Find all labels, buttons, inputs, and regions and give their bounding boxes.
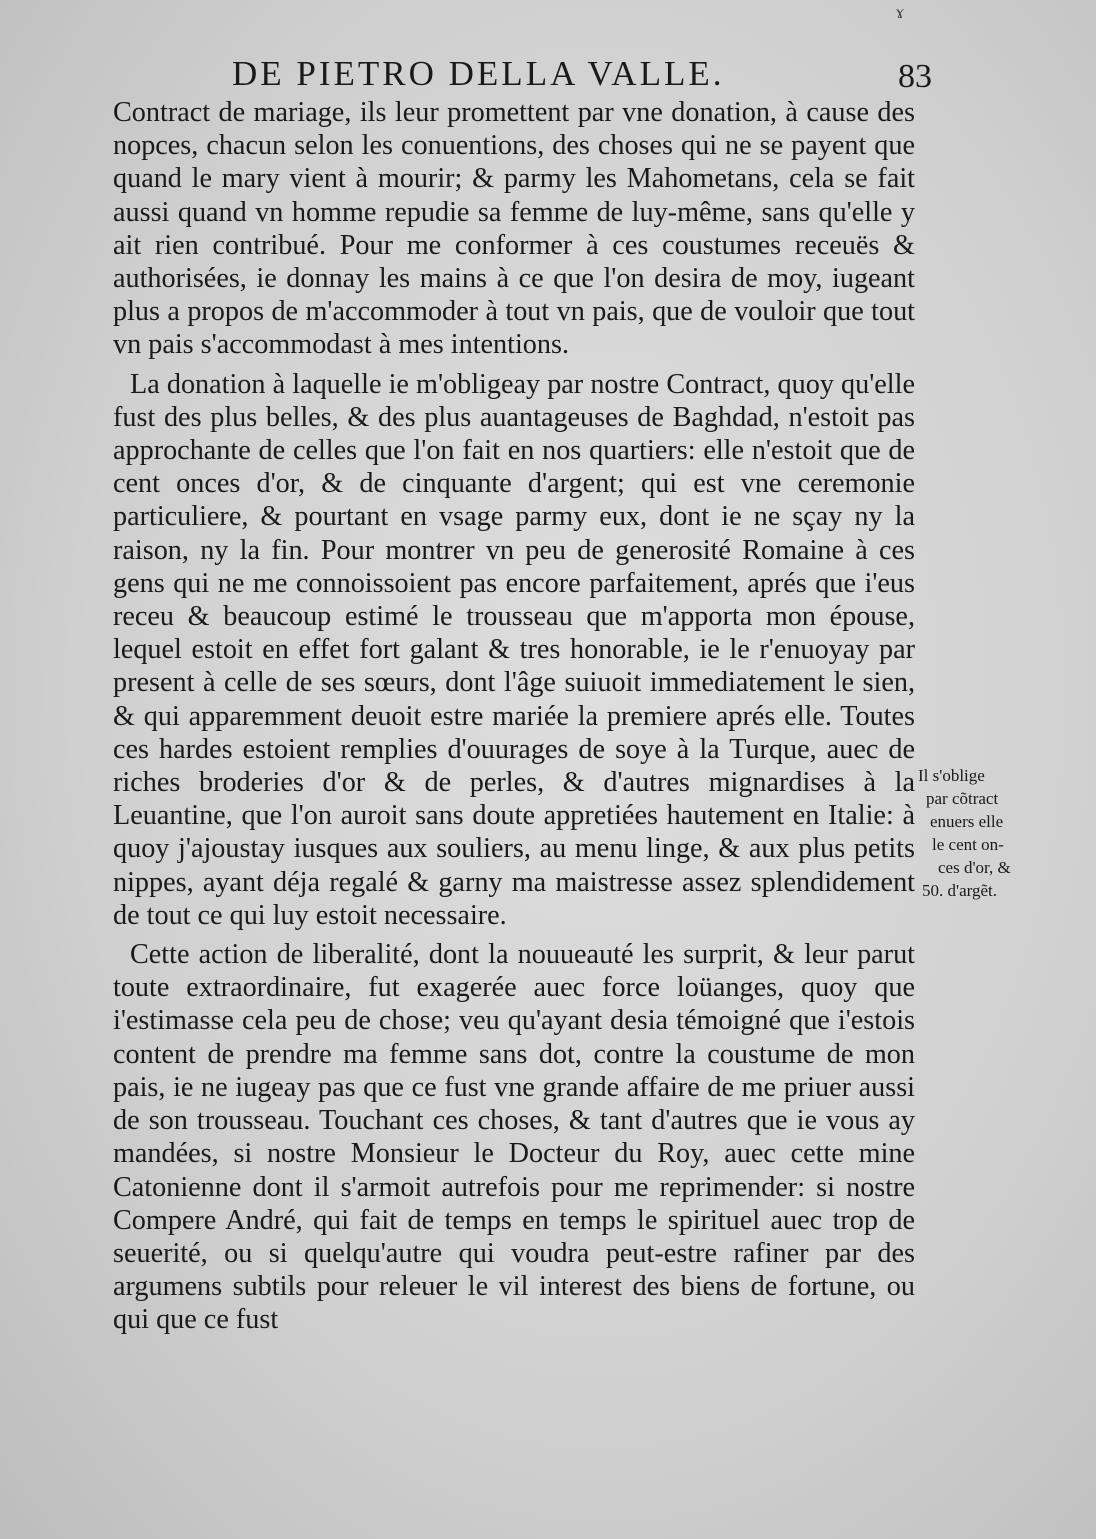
marginal-note <box>918 764 1048 902</box>
paragraph-2: La donation à laquelle ie m'obligeay par nostre Contract, quoy qu'elle fust des plus belles, & des plus auantageuses de Baghdad, n'estoit pas approchante de celles que l'on fait en nos quartiers: elle n'estoit que de cent onces d'or, & de cinquante d'argent; qui est vne ceremonie particuliere, & pourtant en vsage parmy eux, dont ie ne sçay ny la raison, ny la fin. Pour montrer vn peu de generosité Romaine à ces gens qui ne me connoissoient pas encore parfaitement, aprés que i'eus receu & beaucoup estimé le trousseau que m'apporta mon épouse, lequel estoit en effet fort galant & tres honorable, ie le r'enuoyay par present à celle de ses sœurs, dont l'âge suiuoit immediatement le sien, & qui apparemment deuoit estre mariée la premiere aprés elle. Toutes ces hardes estoient remplies d'ouurages de soye à la Turque, auec de riches broderies d'or & de perles, & d'autres mignardises à la Leuantine, que l'on auroit sans doute appretiées hautement en Italie: à quoy j'ajoustay iusques aux souliers, au menu linge, & aux plus petits nippes, ayant déja regalé & garny ma maistresse assez splendidement de tout ce qui luy estoit necessaire. <box>113 368 915 931</box>
marginal-note-line: 50. d'argẽt. <box>922 881 997 900</box>
marginal-note-line: Il s'oblige <box>918 766 985 785</box>
running-title: DE PIETRO DELLA VALLE. <box>232 54 725 93</box>
page-number: 83 <box>898 58 932 95</box>
marginal-note-line: le cent on- <box>932 835 1004 854</box>
paragraph-3: Cette action de liberalité, dont la nouueauté les surprit, & leur parut toute extraordinaire, fut exagerée auec force loüanges, quoy que i'estimasse cela peu de chose; veu qu'ayant desia témoigné que i'estois content de prendre ma femme sans dot, contre la coustume de mon pais, ie ne iugeay pas que ce fust vne grande affaire de me priuer aussi de son trousseau. Touchant ces choses, & tant d'autres que ie vous ay mandées, si nostre Monsieur le Docteur du Roy, auec cette mine Catonienne dont il s'armoit autrefois pour me reprimender: si nostre Compere André, qui fait de temps en temps le spirituel auec trop de seuerité, ou si quelqu'autre qui voudra peut-estre rafiner par des argumens subtils pour releuer le vil interest des biens de fortune, ou qui que ce fust <box>113 939 915 1336</box>
marginal-note-line: par cõtract <box>926 789 999 808</box>
marginal-note-line: ces d'or, & <box>938 858 1011 877</box>
marginal-note-line: enuers elle <box>930 812 1004 831</box>
corner-mark: ɤ <box>896 2 904 22</box>
paragraph-1: Contract de mariage, ils leur promettent par vne donation, à cause des nopces, chacun selon les conuentions, des choses qui ne se payent que quand le mary vient à mourir; & parmy les Mahometans, cela se fait aussi quand vn homme repudie sa femme de luy-même, sans qu'elle y ait rien contribué. Pour me conformer à ces coustumes receuës & authorisées, ie donnay les mains à ce que l'on desira de moy, iugeant plus a propos de m'accommoder à tout vn pais, que de vouloir que tout vn pais s'accommodast à mes intentions. <box>113 97 915 361</box>
body-text <box>113 96 915 1337</box>
